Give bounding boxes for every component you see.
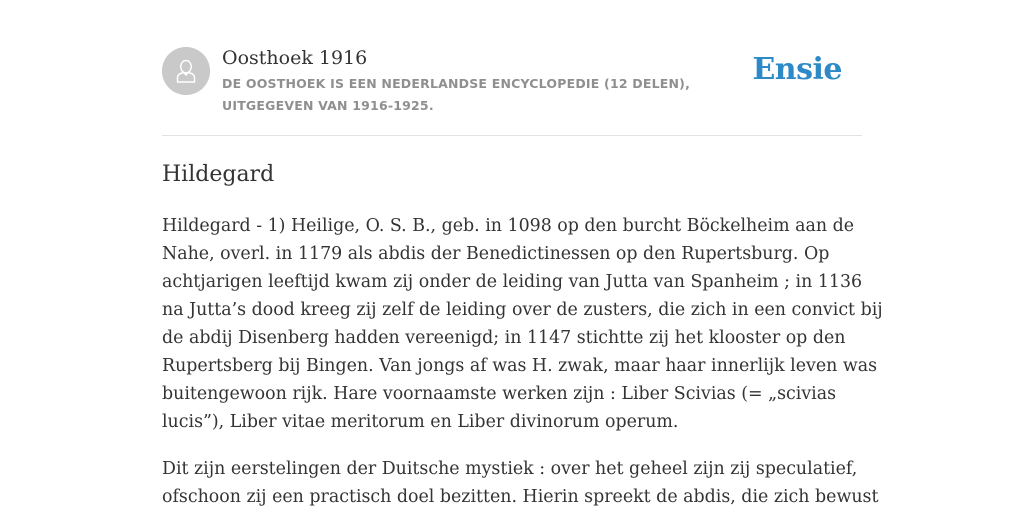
text-line: buitengewoon rijk. Hare voornaamste werken zijn : Liber Scivias (= „scivias — [162, 384, 836, 404]
header-divider — [162, 135, 862, 136]
text-line: achtjarigen leeftijd kwam zij onder de leiding van Jutta van Spanheim ; in 1136 — [162, 272, 863, 292]
entry-title: Hildegard — [162, 162, 275, 187]
avatar[interactable] — [162, 47, 210, 95]
text-line: ofschoon zij een practisch doel bezitten. Hierin spreekt de abdis, die zich bewust — [162, 487, 879, 507]
text-line: Rupertsberg bij Bingen. Van jongs af was H. zwak, maar haar innerlijk leven was — [162, 356, 878, 376]
paragraph-2 — [162, 455, 879, 511]
entry-body — [162, 212, 883, 512]
text-line: Dit zijn eerstelingen der Duitsche mystiek : over het geheel zijn zij speculatief, — [162, 459, 858, 479]
text-line: lucis”), Liber vitae meritorum en Liber divinorum operum. — [162, 412, 679, 432]
text-line: Hildegard - 1) Heilige, O. S. B., geb. in 1098 op den burcht Böckelheim aan de — [162, 216, 855, 236]
source-header — [162, 46, 862, 116]
text-line: de abdij Disenberg hadden vereenigd; in 1147 stichtte zij het klooster op den — [162, 328, 846, 348]
source-description: DE OOSTHOEK IS EEN NEDERLANDSE ENCYCLOPEDIE (12 DELEN), UITGEGEVEN VAN 1916-1925. — [222, 76, 691, 113]
text-line: Nahe, overl. in 1179 als abdis der Benedictinessen op den Rupertsburg. Op — [162, 244, 830, 264]
text-line: na Jutta’s dood kreeg zij zelf de leiding over de zusters, die zich in een convict bij — [162, 300, 883, 320]
user-silhouette-icon — [162, 47, 210, 95]
paragraph-1 — [162, 212, 883, 436]
ensie-logo[interactable]: Ensie — [752, 52, 842, 87]
source-title[interactable]: Oosthoek 1916 — [222, 47, 368, 69]
